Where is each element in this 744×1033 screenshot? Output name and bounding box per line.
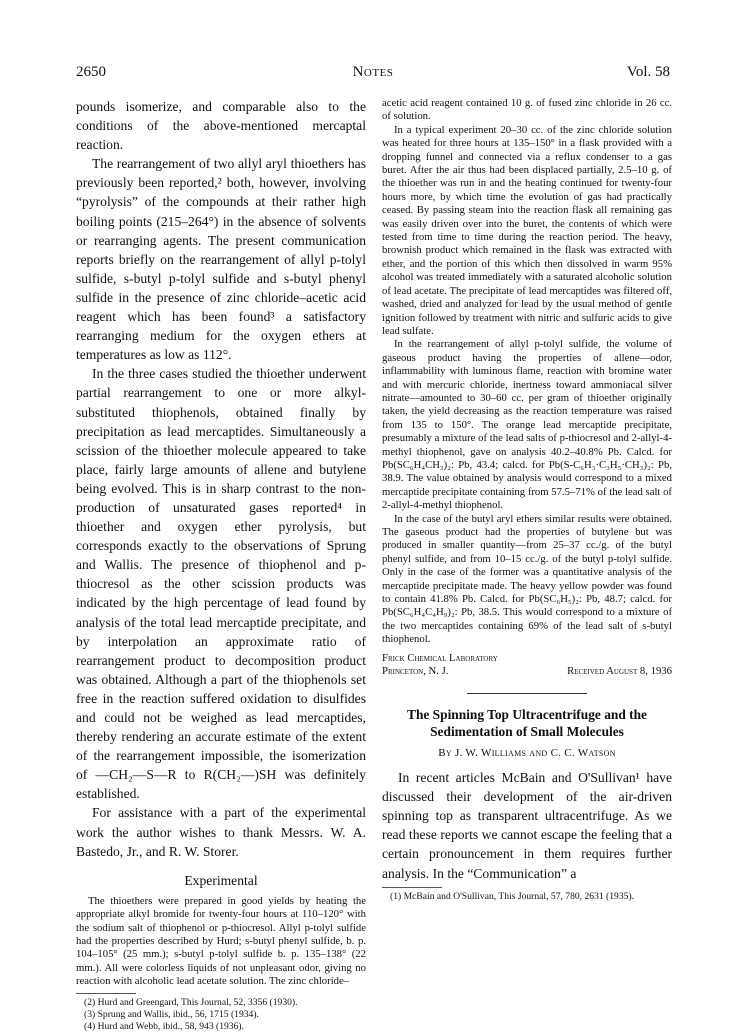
footnote-rule <box>76 993 136 994</box>
article-paragraph: In recent articles McBain and O'Sullivan¹ have discussed their development of the air-driven spinning top as transparent ultracentrifuge. As we read these reports we cannot escape the feeling that a certain pronouncement in them requires further analysis. In the “Communication” a <box>382 770 672 881</box>
footnote: (4) Hurd and Webb, ibid., 58, 943 (1936). <box>84 1020 244 1032</box>
footnote: (2) Hurd and Greengard, This Journal, 52, 3356 (1930). <box>84 996 298 1008</box>
footnote: (3) Sprung and Wallis, ibid., 56, 1715 (1934). <box>84 1008 259 1020</box>
paragraph: In the rearrangement of allyl p-tolyl sulfide, the volume of gaseous product having the properties of allene—odor, inflammability with luminous flame, reaction with bromine water and with mercuric chloride, inertness toward ammoniacal silver nitrate—amounted to 30–60 cc. per gram of thioether originally taken, the yield decreasing as the reaction temperature was raised from 135 to 150°. The orange lead mercaptide precipitate, presumably a mixture of the lead salts of p-thiocresol and 2-allyl-4-methyl thiophenol, gave on analysis 40.2–40.8% Pb. Calcd. for Pb(SC₆H₄CH₃)₂: Pb, 43.4; calcd. for Pb(S-C₆H₃·C₃H₅·CH₃)₂: Pb, 38.9. The value obtained by analysis would correspond to a mixed mercaptide precipitate containing from 57.5–71% of the lead salt of 2-allyl-4-methyl thiophenol. <box>382 338 672 512</box>
paragraph: In a typical experiment 20–30 cc. of the zinc chloride solution was heated for three hours at 135–150° in a flask provided with a dropping funnel and connected via a reflux condenser to a gas buret. After the air thus had been displaced partially, 2.5–10 g. of the thioether was run in and the heating continued for twenty-four hours more, by which time the evolution of gas had practically ceased. By passing steam into the reaction flask all remaining gas was easily driven over into the buret, the contents of which were tested from time to time during the reaction period. The heavy, brownish product which remained in the flask was extracted with ether, and the portion of this which then dissolved in warm 95% alcohol was treated immediately with a saturated alcoholic solution of lead acetate. The precipitate of lead mercaptides was filtered off, washed, dried and analyzed for lead by the usual method of gentle ignition followed by treatment with nitric and sulfuric acids to give lead sulfate. <box>382 123 672 337</box>
volume-label: Vol. 58 <box>626 64 670 80</box>
footnote-rule <box>382 887 442 888</box>
footnote: (1) McBain and O'Sullivan, This Journal, 57, 780, 2631 (1935). <box>390 890 635 902</box>
experimental-heading: Experimental <box>184 872 258 888</box>
divider <box>467 693 587 694</box>
experimental-paragraph: The thioethers were prepared in good yields by heating the appropriate alkyl bromide for twenty-four hours at 110–120° with the sodium salt of thiophenol or p-thiocresol. Allyl p-tolyl sulfide had the properties described by Hurd; s-butyl phenyl sulfide, b. p. 104–105° (25 mm.); s-butyl p-tolyl sulfide b. p. 135–138° (22 mm.). All were colorless liquids of not unpleasant odor, giving no reaction with alcoholic lead acetate solution. The zinc chloride– <box>76 894 366 988</box>
affiliation: Frick Chemical Laboratory <box>382 651 498 664</box>
paragraph: acetic acid reagent contained 10 g. of fused zinc chloride in 26 cc. of solution. <box>382 97 672 123</box>
left-column <box>76 97 366 1033</box>
paragraph: pounds isomerize, and comparable also to the conditions of the above-mentioned mercaptal reaction. <box>76 99 366 153</box>
paragraph: In the case of the butyl aryl ethers similar results were obtained. The gaseous product had the properties of butylene but was produced in smaller quantity—from 25–37 cc./g. of the butyl phenyl sulfide, and from 10–15 cc./g. of the butyl p-tolyl sulfide. Only in the case of the former was a quantitative analysis of the mercaptide precipitate made. The heavy yellow powder was found to contain 41.8% Pb. Calcd. for Pb(SC₆H₅)₂: Pb, 48.7; calcd. for Pb(SC₆H₄C₄H₉)₂: Pb, 38.5. This would correspond to a mixture of the two mercaptides containing 69% of the lead salt of s-butyl thiophenol. <box>382 512 672 646</box>
byline: By J. W. Williams and C. C. Watson <box>438 747 616 760</box>
affiliation-row <box>382 665 672 679</box>
right-column <box>382 97 672 903</box>
paragraph: In the three cases studied the thioether underwent partial rearrangement to one or more alkyl-substituted thiophenols, obtained finally by precipitation as lead mercaptides. Simultaneously a scission of the thioether molecule appeared to take place, fairly large amounts of allene and butylene being evolved. This is in sharp contrast to the non-production of unsaturated gases reported⁴ in thioether and oxygen ether pyrolysis, but corresponds exactly to the observations of Sprung and Wallis. The presence of thiophenol and p-thiocresol as the other scission products was indicated by the high percentage of lead found by analysis of the total lead mercaptide precipitate, and by interpolation an approximate ratio of rearrangement product to decomposition product was obtained. Although a part of the thiophenols set free in the reaction suffered oxidation to disulfides and could not be weighed as lead mercaptides, thereby rendering an accurate estimate of the extent of the rearrangement impossible, the isomerization of —CH₂—S—R to R(CH₂—)SH was definitely established. <box>76 366 366 802</box>
received-date: Received August 8, 1936 <box>567 665 672 678</box>
section-title: Notes <box>352 64 394 80</box>
page-number: 2650 <box>76 64 106 80</box>
article-title: The Spinning Top Ultracentrifuge and the Sedimentation of Small Molecules <box>407 707 647 740</box>
paragraph: The rearrangement of two allyl aryl thioethers has previously been reported,² both, however, involving “pyrolysis” of the compounds at their rather high boiling points (215–264°) in the absence of solvents or rearranging agents. The present communication reports briefly on the rearrangement of allyl p-tolyl sulfide, s-butyl p-tolyl sulfide and s-butyl phenyl sulfide in the presence of zinc chloride–acetic acid reagent which has been found³ a satisfactory rearranging medium for the oxygen ethers at temperatures as low as 112°. <box>76 156 366 363</box>
paragraph: For assistance with a part of the experimental work the author wishes to thank Messrs. W. A. Bastedo, Jr., and R. W. Storer. <box>76 805 366 859</box>
running-header <box>76 64 670 86</box>
city: Princeton, N. J. <box>382 665 449 678</box>
